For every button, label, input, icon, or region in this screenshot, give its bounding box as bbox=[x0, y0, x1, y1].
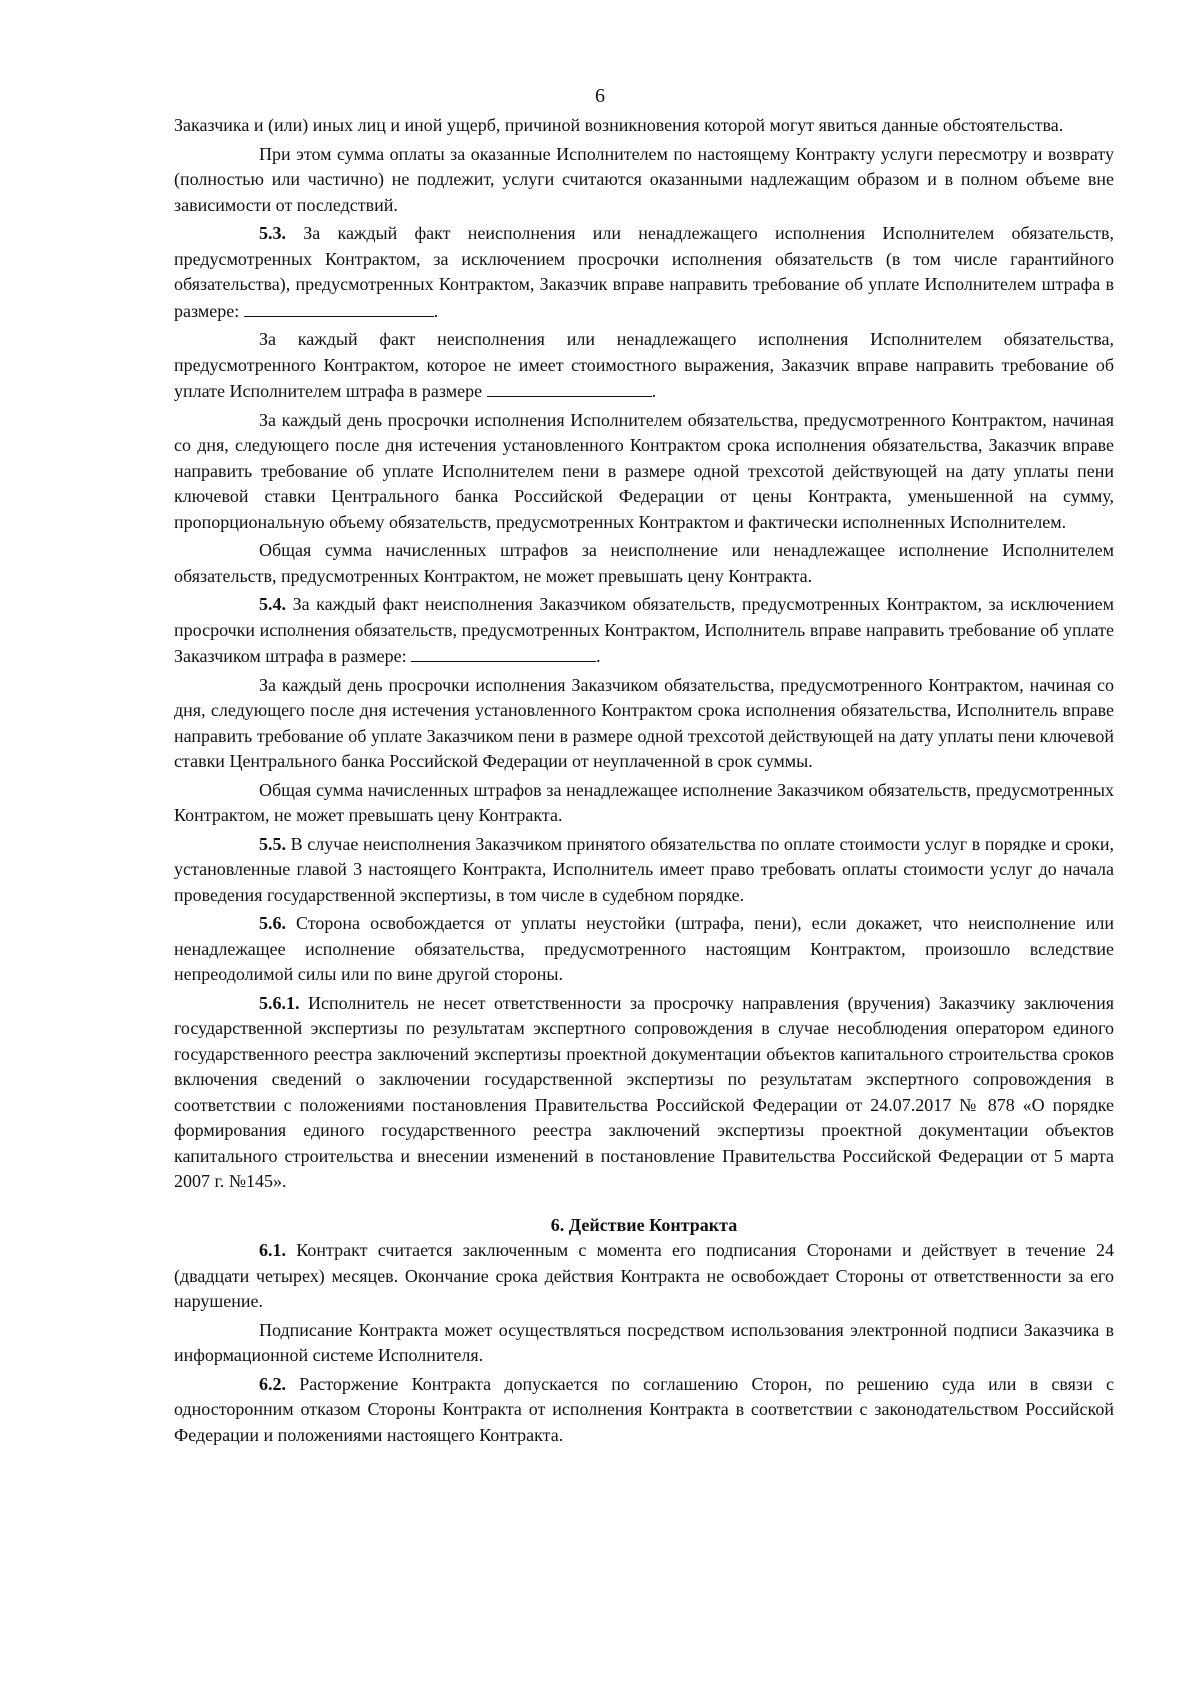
clause-6-1 bbox=[174, 1238, 1114, 1315]
clause-5-6-1 bbox=[174, 991, 1114, 1195]
paragraph-customer-penalty-per-day: За каждый день просрочки исполнения Заказчиком обязательства, предусмотренного Контрактом, начиная со дня, следующего после дня истечения установленного Контрактом срока исполнения обязательства, Исполнитель вправе направить требование об уплате Заказчиком пени в размере одной трехсотой действующей на дату уплаты пени ключевой ставки Центрального банка Российской Федерации от неуплаченной в срок суммы. bbox=[174, 674, 1114, 771]
paragraph-payment-not-revised: При этом сумма оплаты за оказанные Исполнителем по настоящему Контракту услуги пересмотру и возврату (полностью или частично) не подлежит, услуги считаются оказанными надлежащим образом и в полном объеме вне зависимости от последствий. bbox=[174, 143, 1114, 215]
paragraph-total-customer-penalties: Общая сумма начисленных штрафов за ненадлежащее исполнение Заказчиком обязательств, предусмотренных Контрактом, не может превышать цену Контракта. bbox=[174, 779, 1114, 825]
paragraph-electronic-signature: Подписание Контракта может осуществляться посредством использования электронной подписи Заказчика в информационной системе Исполнителя. bbox=[174, 1319, 1114, 1365]
clause-text: В случае неисполнения Заказчиком принятого обязательства по оплате стоимости услуг в порядке и сроки, установленные главой 3 настоящего Контракта, Исполнитель имеет право требовать оплаты стоимости услуг до начала проведения государственной экспертизы, в том числе в судебном порядке. bbox=[174, 833, 1115, 905]
clause-number: 6.2. bbox=[259, 1373, 286, 1394]
fill-in-blank bbox=[411, 643, 596, 662]
section-6-heading: 6. Действие Контракта bbox=[550, 1214, 738, 1235]
paragraph-non-monetary-penalty: За каждый факт неисполнения или ненадлежащего исполнения Исполнителем обязательства, предусмотренного Контрактом, которое не имеет стоимостного выражения, Заказчик вправе направить требование об уплате Исполнителем штрафа в размере . bbox=[174, 329, 1114, 401]
clause-5-4: 5.4. За каждый факт неисполнения Заказчиком обязательств, предусмотренных Контрактом, за исключением просрочки исполнения обязательств, предусмотренных Контрактом, Исполнитель вправе направить требование об уплате Заказчиком штрафа в размере: . bbox=[174, 594, 1115, 666]
clause-number: 5.3. bbox=[259, 223, 286, 243]
clause-number: 5.6.1. bbox=[259, 992, 300, 1013]
clause-5-5 bbox=[174, 832, 1114, 909]
paragraph-continuation: Заказчика и (или) иных лиц и иной ущерб, причиной возникновения которой могут явиться данные обстоятельства. bbox=[174, 115, 1064, 135]
clause-text: Сторона освобождается от уплаты неустойки (штрафа, пени), если докажет, что неисполнение или ненадлежащее исполнение обязательства, предусмотренного настоящим Контрактом, произошло вследствие непреодолимой силы или по вине другой стороны. bbox=[174, 913, 1115, 984]
clause-text: Контракт считается заключенным с момента его подписания Сторонами и действует в течение 24 (двадцати четырех) месяцев. Окончание срока действия Контракта не освобождает Стороны от ответственности за его нарушение. bbox=[174, 1240, 1115, 1311]
clause-number: 5.4. bbox=[259, 594, 286, 614]
clause-text: Расторжение Контракта допускается по соглашению Сторон, по решению суда или в связи с односторонним отказом Стороны Контракта от исполнения Контракта в соответствии с законодательством Российской Федерации и положениями настоящего Контракта. bbox=[174, 1373, 1114, 1445]
fill-in-blank bbox=[244, 298, 434, 317]
clause-5-3: 5.3. За каждый факт неисполнения или ненадлежащего исполнения Исполнителем обязательств, предусмотренных Контрактом, за исключением просрочки исполнения обязательств (в том числе гарантийного обязательства), предусмотренных Контрактом, Заказчик вправе направить требование об уплате Исполнителем штрафа в размере: . bbox=[174, 223, 1115, 321]
clause-number: 6.1. bbox=[259, 1240, 286, 1260]
paragraph-total-contractor-penalties: Общая сумма начисленных штрафов за неисполнение или ненадлежащее исполнение Исполнителем обязательств, предусмотренных Контрактом, не может превышать цену Контракта. bbox=[174, 540, 1114, 586]
clause-number: 5.5. bbox=[259, 833, 286, 854]
clause-text: За каждый факт неисполнения Заказчиком обязательств, предусмотренных Контрактом, за исключением просрочки исполнения обязательств, предусмотренных Контрактом, Исполнитель вправе направить требование об уплате Заказчиком штрафа в размере: bbox=[174, 594, 1115, 666]
clause-number: 5.6. bbox=[259, 913, 286, 933]
clause-text: За каждый факт неисполнения или ненадлежащего исполнения Исполнителем обязательств, предусмотренных Контрактом, за исключением просрочки исполнения обязательств (в том числе гарантийного обязательства), предусмотренных Контрактом, Заказчик вправе направить требование об уплате Исполнителем штрафа в размере: bbox=[174, 223, 1115, 321]
document-body bbox=[174, 113, 1114, 1448]
clause-text: Исполнитель не несет ответственности за просрочку направления (вручения) Заказчику заключения государственной экспертизы по результатам экспертного сопровождения в случае несоблюдения оператором единого государственного реестра заключений экспертизы проектной документации объектов капитального строительства сроков включения сведений о заключении государственной экспертизы по результатам экспертного сопровождения в соответствии с положениями постановления Правительства Российской Федерации от 24.07.2017 № 878 «О порядке формирования единого государственного реестра заключений экспертизы проектной документации объектов капитального строительства и внесении изменений в постановление Правительства Российской Федерации от 5 марта 2007 г. №145». bbox=[174, 992, 1114, 1191]
clause-6-2 bbox=[174, 1372, 1114, 1449]
page-number: 6 bbox=[595, 85, 605, 107]
paragraph-contractor-penalty-per-day: За каждый день просрочки исполнения Исполнителем обязательства, предусмотренного Контрактом, начиная со дня, следующего после дня истечения установленного Контрактом срока исполнения обязательства, Заказчик вправе направить требование об уплате Исполнителем пени в размере одной трехсотой действующей на дату уплаты пени ключевой ставки Центрального банка Российской Федерации от цены Контракта, уменьшенной на сумму, пропорциональную объему обязательств, предусмотренных Контрактом и фактически исполненных Исполнителем. bbox=[174, 409, 1114, 532]
paragraph-text: За каждый факт неисполнения или ненадлежащего исполнения Исполнителем обязательства, предусмотренного Контрактом, которое не имеет стоимостного выражения, Заказчик вправе направить требование об уплате Исполнителем штрафа в размере bbox=[174, 329, 1114, 401]
clause-5-6 bbox=[174, 911, 1114, 988]
fill-in-blank bbox=[487, 378, 652, 397]
